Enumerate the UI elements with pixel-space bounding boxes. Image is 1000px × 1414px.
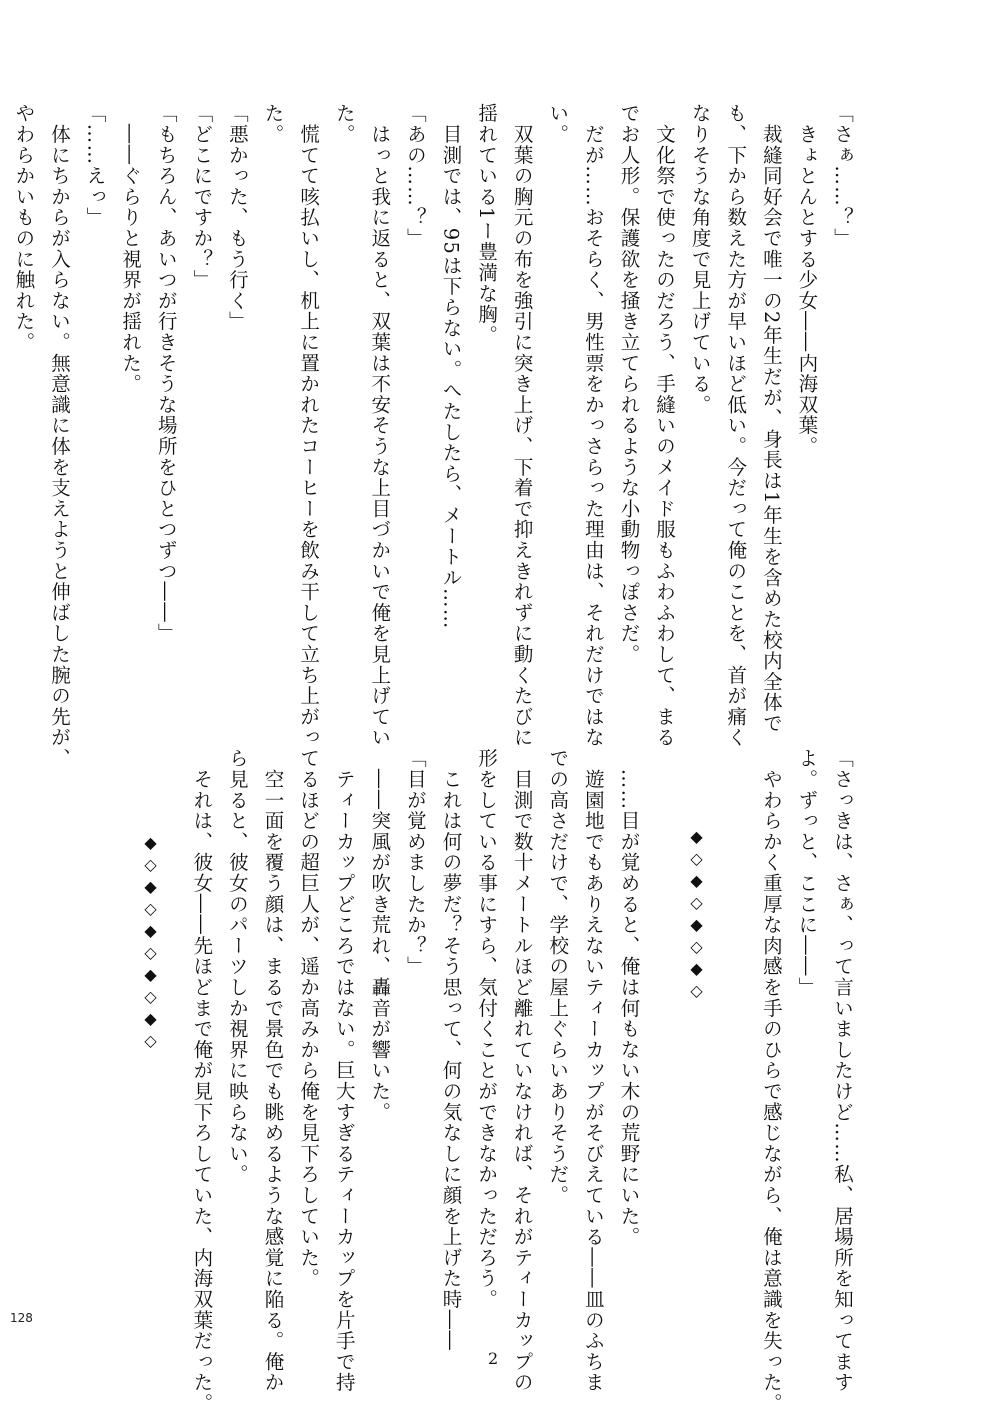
text-line: ティーカップどころではない。巨大すぎるティーカップを片手で持 <box>332 748 356 1393</box>
text-line: 「さっきは、さぁ、って言いましたけど……私、居場所を知ってます <box>831 748 854 1393</box>
text-line: 文化祭で使ったのだろう、手縫いのメイド服もふわふわして、まる <box>653 103 677 748</box>
bottom-text-block <box>184 748 860 1414</box>
text-line: 「悪かった、もう行く」 <box>225 103 249 332</box>
text-line: 双葉の胸元の布を強引に突き上げ、下着で抑えきれずに動くたびに <box>510 103 534 748</box>
text-line: ――突風が吹き荒れ、轟音が響いた。 <box>368 748 392 1123</box>
text-line: やわらかく重厚な肉感を手のひらで感じながら、俺は意識を失った。 <box>759 748 783 1414</box>
text-line: い。 <box>546 103 570 145</box>
page-number-left: 128 <box>10 1311 33 1325</box>
text-line: 遊園地でもありえないティーカップがそびえている――皿のふちま <box>581 748 605 1393</box>
page-number-center: 2 <box>488 1349 499 1368</box>
text-line: 目測で数十メートルほど離れていなければ、それがティーカップの <box>510 748 534 1393</box>
text-line: 目測では、95は下らない。へたしたら、メートル…… <box>439 103 463 630</box>
text-line: ――ぐらりと視界が揺れた。 <box>119 103 143 395</box>
text-line: も、下から数えた方が早いほど低い。今だって俺のことを、首が痛く <box>724 103 748 748</box>
text-line: それは、彼女――先ほどまで俺が見下ろしていた、内海双葉だった。 <box>190 748 214 1414</box>
text-line: た。 <box>261 103 285 145</box>
text-line: やわらかいものに触れた。 <box>12 103 36 353</box>
text-line: きょとんとする少女――内海双葉。 <box>795 103 819 457</box>
text-line: での高さだけで、学校の屋上ぐらいありそうだ。 <box>546 748 570 1206</box>
scene-separator-diamonds: ◆◇◆◇◆◇◆◇◆◇ <box>141 833 160 1053</box>
text-line: はっと我に返ると、双葉は不安そうな上目づかいで俺を見上げてい <box>368 103 392 748</box>
text-line: てるほどの超巨人が、遥か高みから俺を見下ろしていた。 <box>297 748 321 1289</box>
text-line: ……目が覚めると、俺は何もない木の荒野にいた。 <box>617 748 641 1248</box>
text-line: でお人形。保護欲を掻き立てられるような小動物っぽさだ。 <box>617 103 641 665</box>
text-line: だが……おそらく、男性票をかっさらった理由は、それだけではな <box>581 103 605 748</box>
text-line: よ。ずっと、ここに――」 <box>795 748 819 998</box>
text-line <box>646 748 682 1338</box>
text-line: 揺れている1ー豊満な胸。 <box>475 103 499 346</box>
top-text-block <box>6 103 860 769</box>
text-line: ら見ると、彼女のパーツしか視界に映らない。 <box>225 748 249 1185</box>
text-line: 「さぁ……？」 <box>831 103 854 249</box>
text-line: 「もちろん、あいつが行きそうな場所をひとつずつ――」 <box>154 103 178 644</box>
text-line: 「目が覚めましたか？」 <box>403 748 427 977</box>
text-line: 「……えっ」 <box>83 103 107 228</box>
text-line: 「どこにですか？」 <box>190 103 214 291</box>
text-line: た。 <box>332 103 356 145</box>
text-line <box>718 748 754 1338</box>
text-line: 体にちからが入らない。無意識に体を支えようと伸ばした腕の先が、 <box>47 103 71 769</box>
scene-separator-diamonds: ◆◇◆◇◆◇◆◇ <box>687 827 706 1003</box>
text-line: 慌てて咳払いし、机上に置かれたコーヒーを飲み干して立ち上がっ <box>297 103 321 748</box>
text-line: なりそうな角度で見上げている。 <box>688 103 712 415</box>
text-line: 「あの……？」 <box>403 103 427 249</box>
text-line: 空一面を覆う顔は、まるで景色でも眺めるような感覚に陥る。俺か <box>261 748 285 1393</box>
text-line: これは何の夢だ？そう思って、何の気なしに顔を上げた時―― <box>439 748 463 1352</box>
text-line: 裁縫同好会で唯一の2年生だが、身長は1年生を含めた校内全体で <box>759 103 783 734</box>
text-line: 形をしている事にすら、気付くことができなかっただろう。 <box>475 748 499 1310</box>
